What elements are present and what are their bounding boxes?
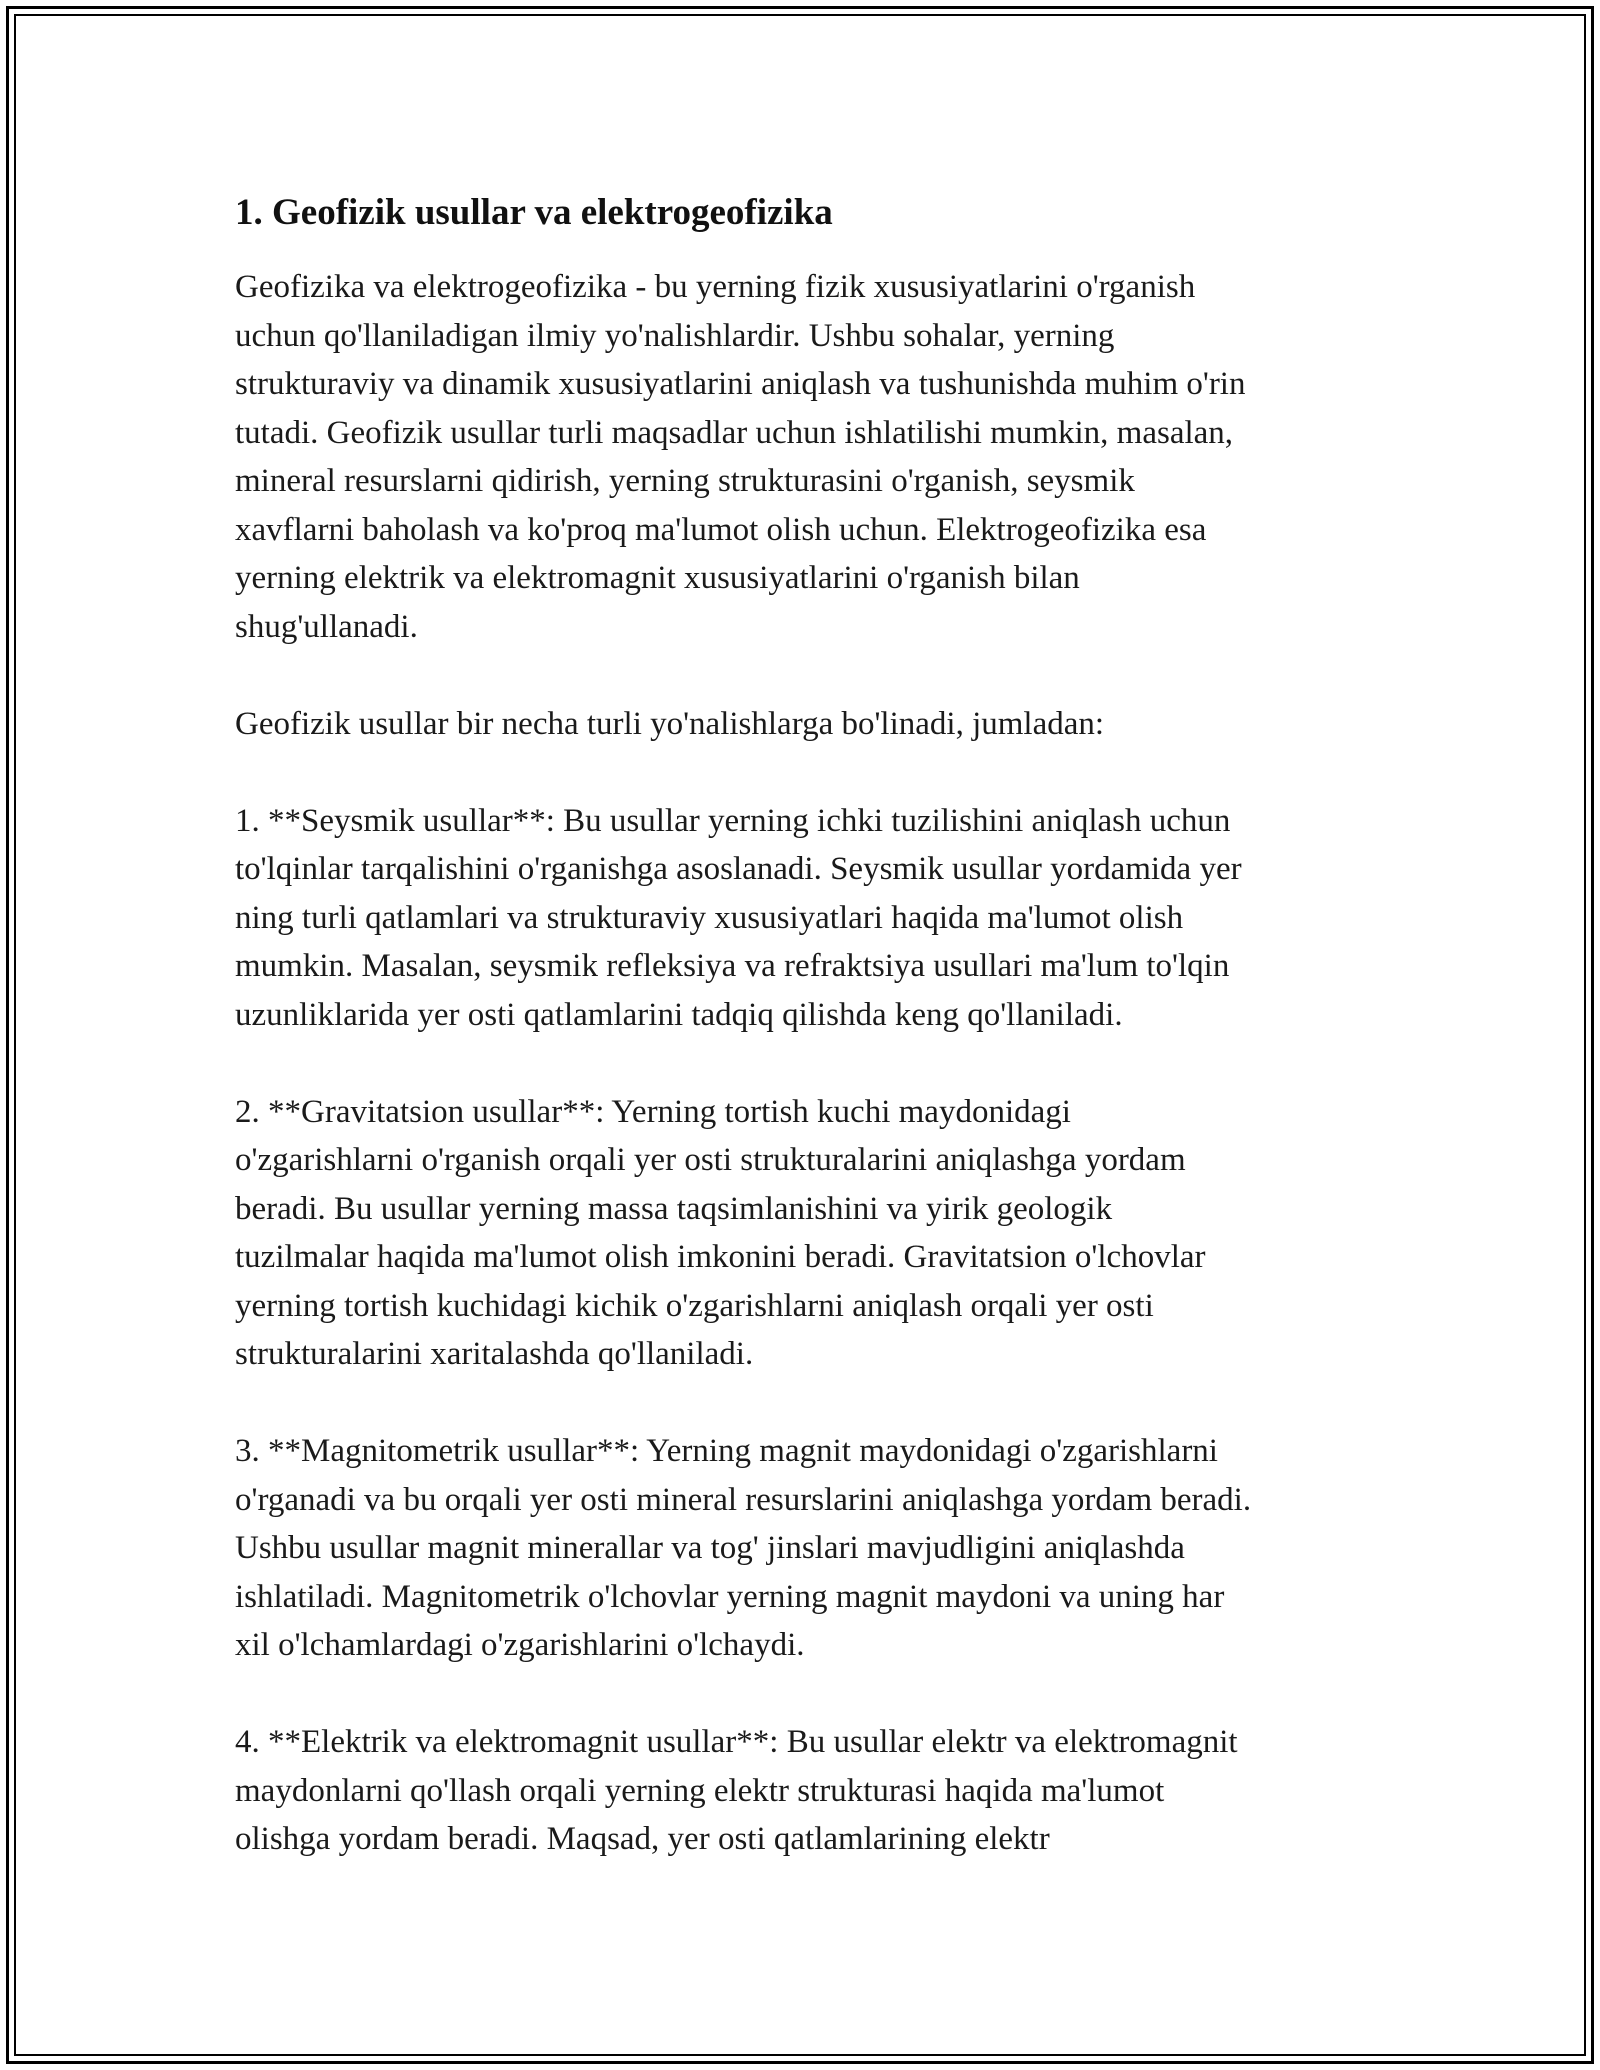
document-content xyxy=(235,186,1375,1864)
document-body-text: Geofizika va elektrogeofizika - bu yerning fizik xususiyatlarini o'rganish uchun qo'llaniladigan ilmiy yo'nalishlardir. Ushbu sohalar, yerning strukturaviy va dinamik xususiyatlarini aniqlash va tushunishda muhim o'rin tutadi. Geofizik usullar turli maqsadlar uchun ishlatilishi mumkin, masalan, mineral resurslarni qidirish, yerning strukturasini o'rganish, seysmik xavflarni baholash va ko'proq ma'lumot olish uchun. Elektrogeofizika esa yerning elektrik va elektromagnit xususiyatlarini o'rganish bilan shug'ullanadi. Geofizik usullar bir necha turli yo'nalishlarga bo'linadi, jumladan: 1. **Seysmik usullar**: Bu usullar yerning ichki tuzilishini aniqlash uchun to'lqinlar tarqalishini o'rganishga asoslanadi. Seysmik usullar yordamida yer ning turli qatlamlari va strukturaviy xususiyatlari haqida ma'lumot olish mumkin. Masalan, seysmik refleksiya va refraktsiya usullari ma'lum to'lqin uzunliklarida yer osti qatlamlarini tadqiq qilishda keng qo'llaniladi. 2. **Gravitatsion usullar**: Yerning tortish kuchi maydonidagi o'zgarishlarni o'rganish orqali yer osti strukturalarini aniqlashga yordam beradi. Bu usullar yerning massa taqsimlanishini va yirik geologik tuzilmalar haqida ma'lumot olish imkonini beradi. Gravitatsion o'lchovlar yerning tortish kuchidagi kichik o'zgarishlarni aniqlash orqali yer osti strukturalarini xaritalashda qo'llaniladi. 3. **Magnitometrik usullar**: Yerning magnit maydonidagi o'zgarishlarni o'rganadi va bu orqali yer osti mineral resurslarini aniqlashga yordam beradi. Ushbu usullar magnit minerallar va tog' jinslari mavjudligini aniqlashda ishlatiladi. Magnitometrik o'lchovlar yerning magnit maydoni va uning har xil o'lchamlardagi o'zgarishlarini o'lchaydi. 4. **Elektrik va elektromagnit usullar**: Bu usullar elektr va elektromagnit maydonlarni qo'llash orqali yerning elektr strukturasi haqida ma'lumot olishga yordam beradi. Maqsad, yer osti qatlamlarining elektr xyxy=(235,269,1252,1857)
document-title: 1. Geofizik usullar va elektrogeofizika xyxy=(235,192,833,233)
